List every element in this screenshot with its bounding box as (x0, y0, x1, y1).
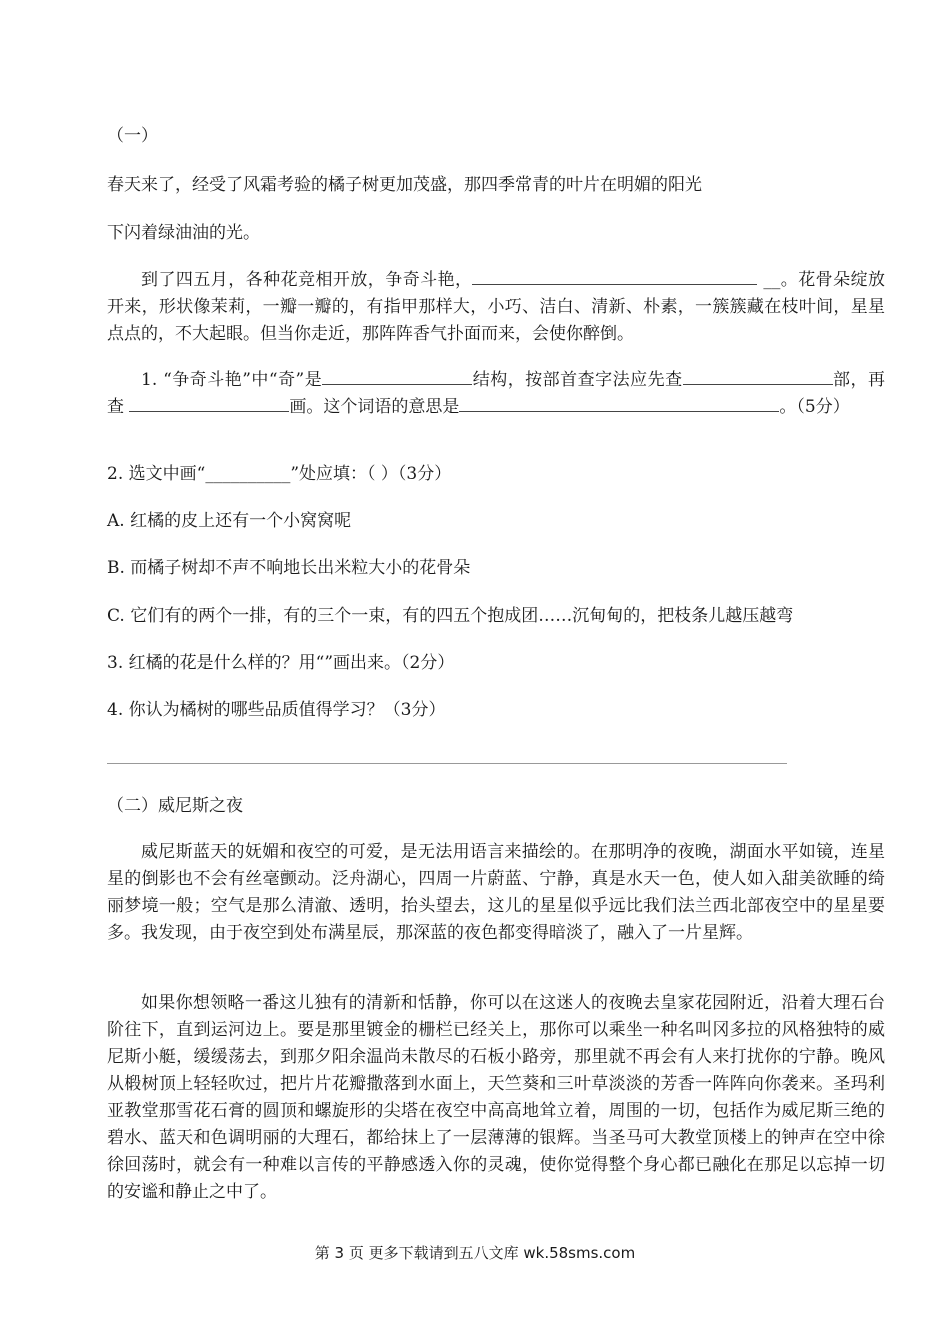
passage1-paragraph (107, 267, 885, 348)
question-1 (107, 367, 885, 421)
venice-paragraph-1: 威尼斯蓝天的妩媚和夜空的可爱，是无法用语言来描绘的。在那明净的夜晚，湖面水平如镜，连星星的倒影也不会有丝毫颤动。泛舟湖心，四周一片蔚蓝、宁静，真是水天一色，使人如入甜美欲睡的绮丽梦境一般；空气是那么清澈、透明，抬头望去，这儿的星星似乎远比我们法兰西北部夜空中的星星要多。我发现，由于夜空到处布满星辰，那深蓝的夜色都变得暗淡了，融入了一片星辉。 (107, 842, 885, 943)
q1-part-e: 。（5分） (779, 397, 850, 417)
question-3: 3. 红橘的花是什么样的？用“”画出来。（2分） (107, 653, 455, 673)
question-2: 2. 选文中画“__________”处应填：（ ）（3分） (107, 464, 452, 484)
intro-line-2: 下闪着绿油油的光。 (107, 223, 260, 243)
passage1-text-start: 到了四五月，各种花竞相开放，争奇斗艳， (141, 270, 473, 290)
passage1-text-end: 。花骨朵绽放开来，形状像茉莉，一瓣一瓣的，有指甲那样大，小巧、洁白、清新、朴素，一簇簇藏在枝叶间，星星点点的，不大起眼。但当你走近，那阵阵香气扑面而来，会使你醉倒。 (107, 270, 886, 344)
q1-blank-meaning[interactable] (459, 395, 779, 412)
section1-heading: （一） (107, 126, 158, 146)
venice-paragraph-2: 如果你想领略一番这儿独有的清新和恬静，你可以在这迷人的夜晚去皇家花园附近，沿着大理石台阶往下，直到运河边上。要是那里镀金的栅栏已经关上，那你可以乘坐一种名叫冈多拉的风格独特的威尼斯小艇，缓缓荡去，到那夕阳余温尚未散尽的石板小路旁，那里就不再会有人来打扰你的宁静。晚风从椴树顶上轻轻吹过，把片片花瓣撒落到水面上，天竺葵和三叶草淡淡的芳香一阵阵向你袭来。圣玛利亚教堂那雪花石膏的圆顶和螺旋形的尖塔在夜空中高高地耸立着，周围的一切，包括作为威尼斯三绝的碧水、蓝天和色调明丽的大理石，都给抹上了一层薄薄的银辉。当圣马可大教堂顶楼上的钟声在空中徐徐回荡时，就会有一种难以言传的平静感透入你的灵魂，使你觉得整个身心都已融化在那足以忘掉一切的安谧和静止之中了。 (107, 993, 885, 1202)
section2-heading: （二）威尼斯之夜 (107, 796, 243, 816)
answer-line[interactable] (107, 763, 787, 764)
q1-part-a: 1. “争奇斗艳”中“奇”是 (141, 370, 323, 390)
passage1-blank-tail: __ (757, 270, 781, 290)
q1-blank-strokes[interactable] (129, 395, 289, 412)
option-a: A. 红橘的皮上还有一个小窝窝呢 (107, 511, 352, 531)
q1-blank-radical[interactable] (683, 368, 833, 385)
q1-part-d: 画。这个词语的意思是 (289, 397, 460, 417)
option-b: B. 而橘子树却不声不响地长出米粒大小的花骨朵 (107, 558, 471, 578)
intro-line-1: 春天来了，经受了风霜考验的橘子树更加茂盛，那四季常青的叶片在明媚的阳光 (107, 175, 702, 195)
question-4: 4. 你认为橘树的哪些品质值得学习？（3分） (107, 700, 446, 720)
answer-blank[interactable] (472, 268, 757, 285)
option-c: C. 它们有的两个一排，有的三个一束，有的四五个抱成团……沉甸甸的，把枝条儿越压越弯 (107, 606, 794, 626)
page-footer: 第 3 页 更多下载请到五八文库 wk.58sms.com (314, 1244, 636, 1262)
q1-part-b: 结构，按部首查字法应先查 (472, 370, 683, 390)
q1-blank-structure[interactable] (322, 368, 472, 385)
q1-part-c: 部，再查 (107, 370, 886, 417)
